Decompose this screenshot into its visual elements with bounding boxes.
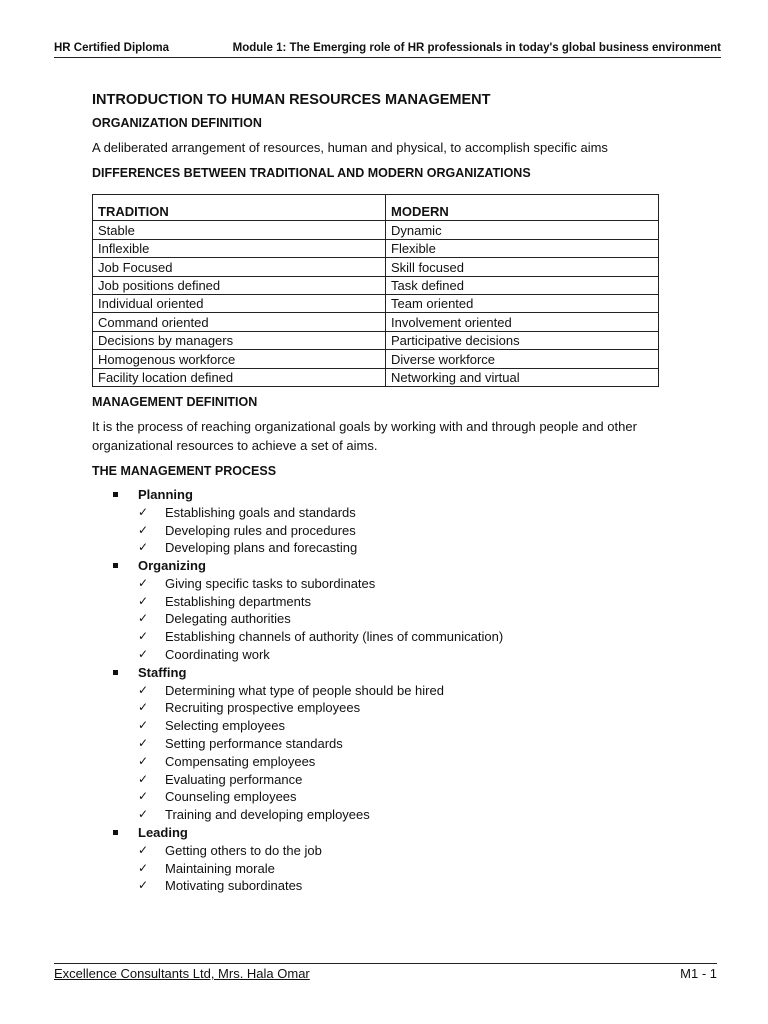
step-text: Setting performance standards [165,736,343,752]
checkmark-icon: ✓ [138,682,149,697]
phase-heading [92,486,660,504]
differences-heading: DIFFERENCES BETWEEN TRADITIONAL AND MODERN ORGANIZATIONS [92,166,531,180]
table-row [93,258,659,276]
table-row [93,368,659,386]
list-item [92,646,660,664]
tradition-cell: Stable [93,221,386,239]
list-item [92,628,660,646]
page-content [92,92,660,895]
step-text: Developing rules and procedures [165,522,356,538]
phase-label: Organizing [138,558,206,574]
page-title: INTRODUCTION TO HUMAN RESOURCES MANAGEMENT [92,92,491,108]
list-item [92,842,660,860]
modern-cell: Networking and virtual [386,368,659,386]
list-item [92,610,660,628]
checkmark-icon: ✓ [138,647,149,662]
checkmark-icon: ✓ [138,700,149,715]
step-text: Delegating authorities [165,611,291,627]
list-item [92,539,660,557]
page-footer [54,963,717,981]
modern-cell: Involvement oriented [386,313,659,331]
tradition-cell: Individual oriented [93,294,386,312]
checkmark-icon: ✓ [138,629,149,644]
phase-heading [92,557,660,575]
checkmark-icon: ✓ [138,771,149,786]
list-item [92,788,660,806]
phase-steps [92,504,660,557]
list-item [92,699,660,717]
org-definition-heading: ORGANIZATION DEFINITION [92,116,262,130]
column-header-modern: MODERN [386,195,659,221]
process-phase [92,824,660,895]
checkmark-icon: ✓ [138,860,149,875]
list-item [92,504,660,522]
checkmark-icon: ✓ [138,718,149,733]
header-right: Module 1: The Emerging role of HR professionals in today's global business environment [232,42,721,54]
management-process-list [92,486,660,895]
column-header-tradition: TRADITION [93,195,386,221]
list-item [92,593,660,611]
step-text: Maintaining morale [165,860,275,876]
step-text: Counseling employees [165,789,297,805]
list-item [92,522,660,540]
phase-steps [92,842,660,895]
modern-cell: Dynamic [386,221,659,239]
list-item [92,860,660,878]
list-item [92,753,660,771]
modern-cell: Team oriented [386,294,659,312]
step-text: Establishing goals and standards [165,504,356,520]
step-text: Determining what type of people should be hired [165,682,444,698]
differences-table [92,194,659,387]
checkmark-icon: ✓ [138,540,149,555]
checkmark-icon: ✓ [138,753,149,768]
checkmark-icon: ✓ [138,575,149,590]
step-text: Recruiting prospective employees [165,700,361,716]
square-bullet-icon [113,563,118,568]
step-text: Selecting employees [165,718,285,734]
management-process-heading: THE MANAGEMENT PROCESS [92,463,277,478]
table-row [93,331,659,349]
step-text: Giving specific tasks to subordinates [165,575,376,591]
phase-label: Staffing [138,664,187,680]
square-bullet-icon [113,830,118,835]
step-text: Evaluating performance [165,771,303,787]
header-left: HR Certified Diploma [54,42,170,54]
footer-organization: Excellence Consultants Ltd, Mrs. Hala Omar [54,966,310,981]
table-body [93,221,659,387]
table-row [93,294,659,312]
step-text: Motivating subordinates [165,878,303,894]
management-definition-heading: MANAGEMENT DEFINITION [92,394,258,409]
step-text: Training and developing employees [165,807,370,823]
checkmark-icon: ✓ [138,736,149,751]
step-text: Establishing departments [165,593,311,609]
tradition-cell: Job positions defined [93,276,386,294]
org-definition-text: A deliberated arrangement of resources, human and physical, to accomplish specific aims [92,140,608,155]
management-definition-text: It is the process of reaching organizational goals by working with and through people and other organizational resources to achieve a set of aims. [92,418,637,453]
checkmark-icon: ✓ [138,842,149,857]
phase-steps [92,682,660,824]
step-text: Developing plans and forecasting [165,540,358,556]
modern-cell: Flexible [386,239,659,257]
table-row [93,239,659,257]
checkmark-icon: ✓ [138,807,149,822]
modern-cell: Diverse workforce [386,350,659,368]
modern-cell: Task defined [386,276,659,294]
tradition-cell: Command oriented [93,313,386,331]
page-header [54,42,721,58]
step-text: Coordinating work [165,647,270,663]
page-number: M1 - 1 [680,966,717,981]
list-item [92,575,660,593]
tradition-cell: Homogenous workforce [93,350,386,368]
table-row [93,221,659,239]
process-phase [92,557,660,664]
square-bullet-icon [113,670,118,675]
table-row [93,313,659,331]
phase-heading [92,664,660,682]
checkmark-icon: ✓ [138,789,149,804]
tradition-cell: Facility location defined [93,368,386,386]
step-text: Establishing channels of authority (lines of communication) [165,629,504,645]
table-row [93,350,659,368]
list-item [92,682,660,700]
phase-heading [92,824,660,842]
checkmark-icon: ✓ [138,593,149,608]
list-item [92,771,660,789]
square-bullet-icon [113,492,118,497]
checkmark-icon: ✓ [138,522,149,537]
table-row [93,276,659,294]
phase-steps [92,575,660,664]
phase-label: Leading [138,825,188,841]
checkmark-icon: ✓ [138,611,149,626]
checkmark-icon: ✓ [138,878,149,893]
step-text: Getting others to do the job [165,842,322,858]
process-phase [92,486,660,557]
tradition-cell: Job Focused [93,258,386,276]
phase-label: Planning [138,486,193,502]
modern-cell: Skill focused [386,258,659,276]
checkmark-icon: ✓ [138,504,149,519]
tradition-cell: Inflexible [93,239,386,257]
table-header-row [93,195,659,221]
step-text: Compensating employees [165,753,316,769]
list-item [92,806,660,824]
modern-cell: Participative decisions [386,331,659,349]
process-phase [92,664,660,824]
tradition-cell: Decisions by managers [93,331,386,349]
list-item [92,717,660,735]
list-item [92,735,660,753]
list-item [92,877,660,895]
